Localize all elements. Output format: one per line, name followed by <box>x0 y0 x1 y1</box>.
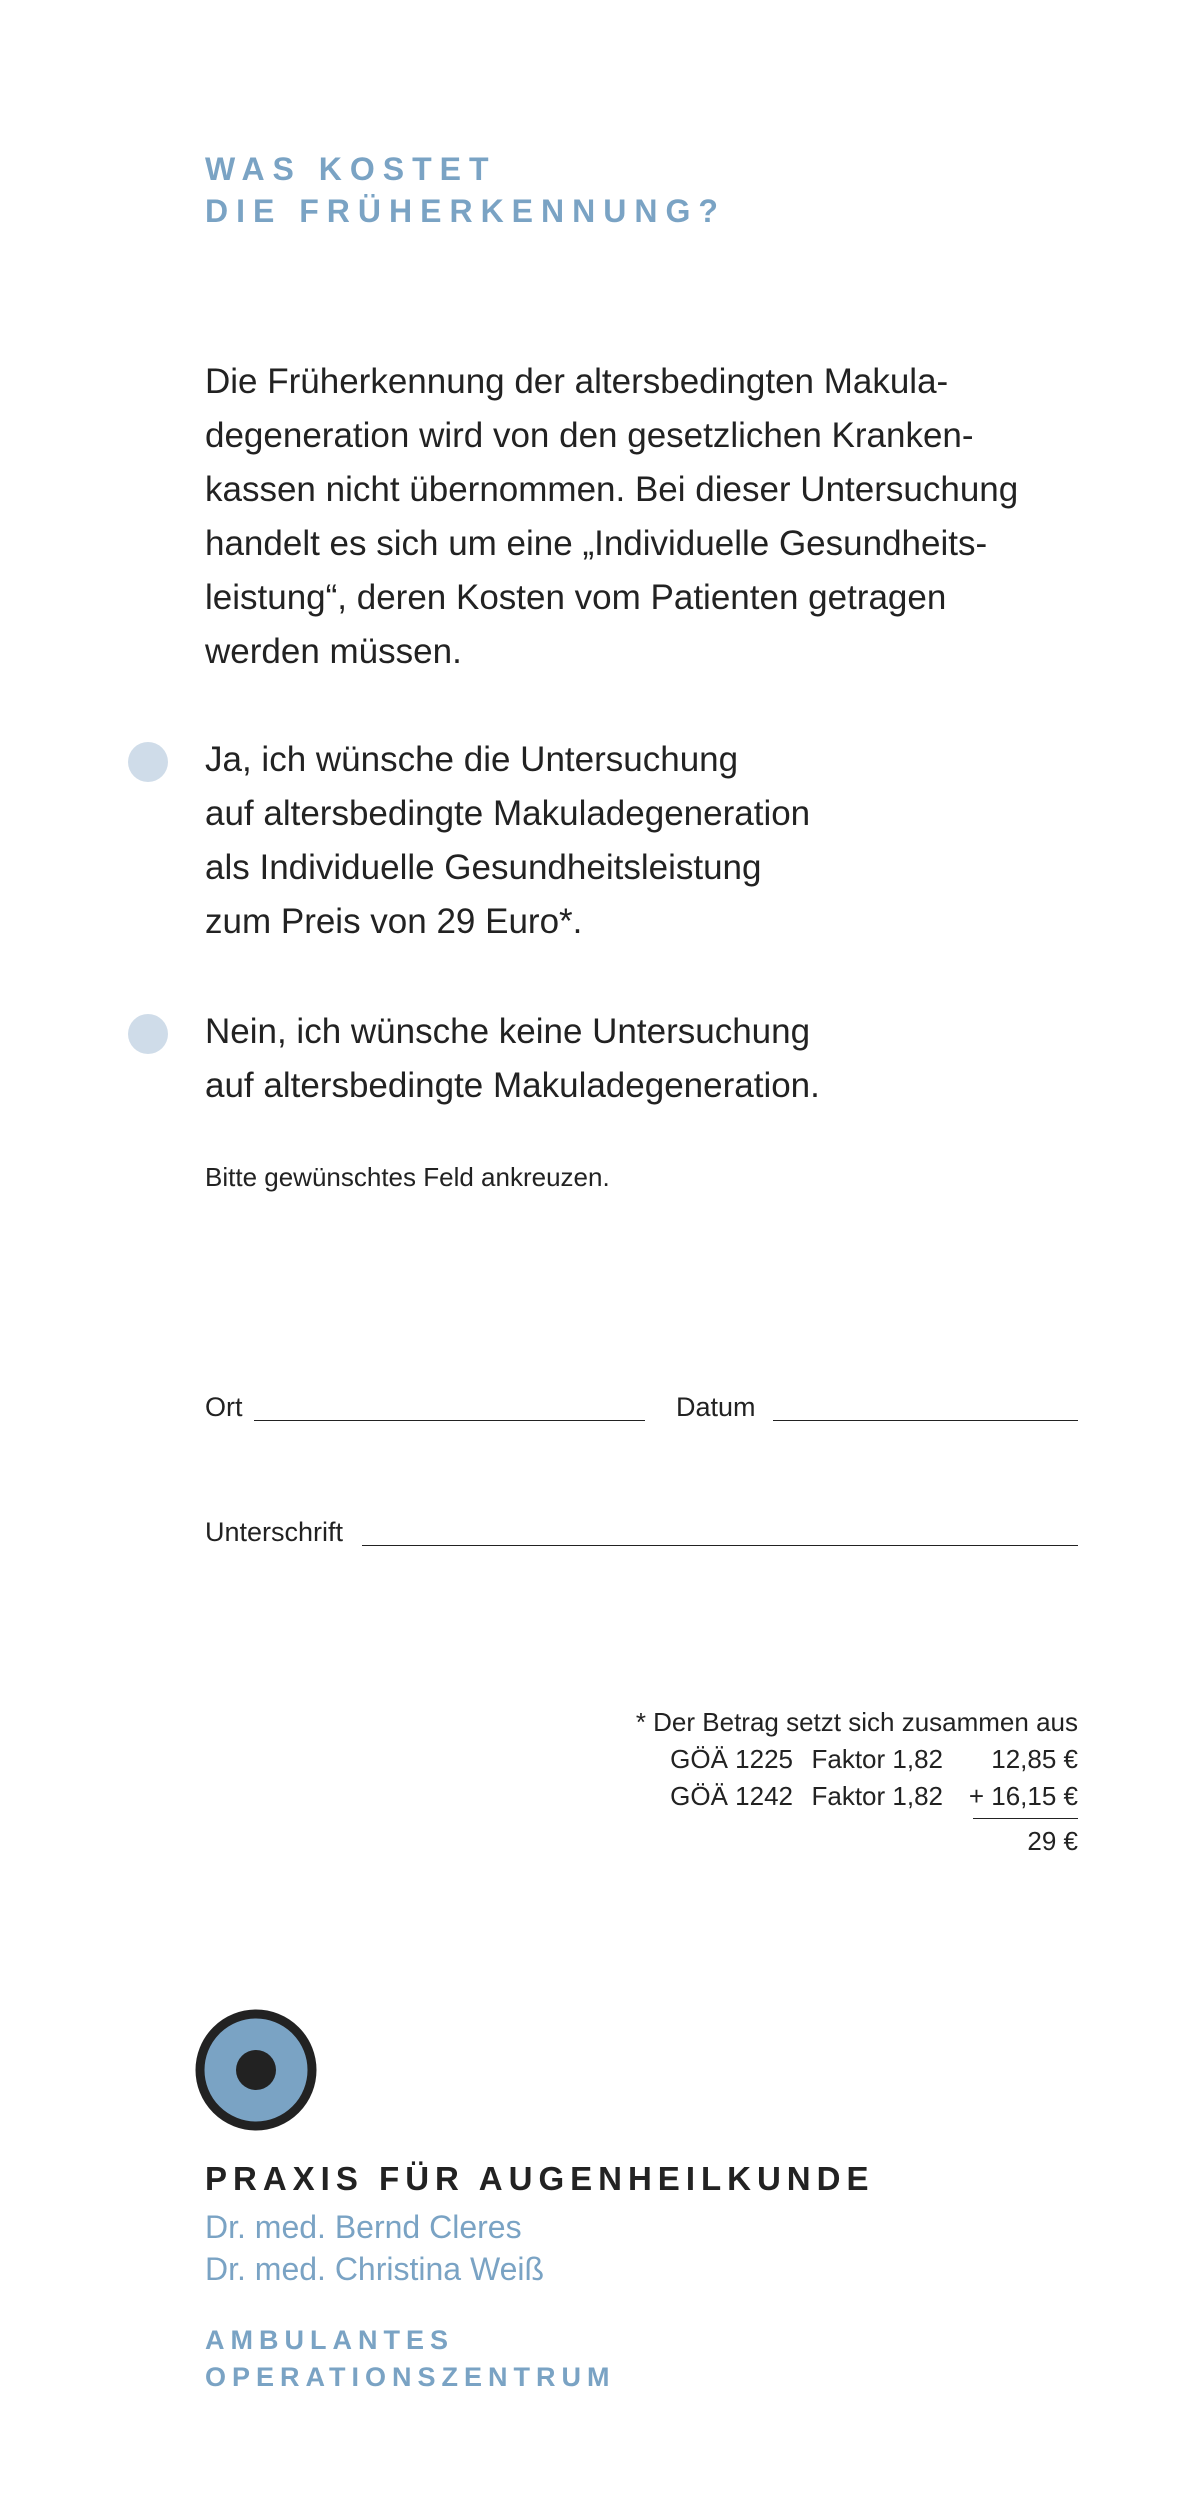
intro-line: Die Früherkennung der altersbedingten Makula- <box>205 362 949 401</box>
doctor-name: Dr. med. Christina Weiß <box>205 2251 545 2287</box>
fee-factor: Faktor 1,82 <box>811 1744 943 1774</box>
fee-row <box>636 1741 1078 1778</box>
option-yes-text <box>205 733 1105 949</box>
practice-name: PRAXIS FÜR AUGENHEILKUNDE <box>205 2160 875 2197</box>
surgery-center <box>205 2322 616 2396</box>
doctor-name: Dr. med. Bernd Cleres <box>205 2209 522 2245</box>
option-no-text <box>205 1005 1105 1113</box>
fee-code: GÖÄ 1225 <box>670 1744 793 1774</box>
price-footnote <box>636 1704 1078 1860</box>
fee-factor: Faktor 1,82 <box>811 1781 943 1811</box>
page-title-line-1: WAS KOSTET <box>205 151 497 187</box>
fee-row <box>636 1778 1078 1815</box>
checkbox-yes[interactable] <box>128 742 168 782</box>
option-yes-line: zum Preis von 29 Euro*. <box>205 902 583 941</box>
checkbox-no[interactable] <box>128 1014 168 1054</box>
signature-field[interactable] <box>362 1545 1078 1546</box>
place-label: Ort <box>205 1392 243 1422</box>
place-field[interactable] <box>254 1420 645 1421</box>
option-no-line: Nein, ich wünsche keine Untersuchung <box>205 1012 811 1051</box>
intro-line: kassen nicht übernommen. Bei dieser Untersuchung <box>205 470 1019 509</box>
doctor-list <box>205 2206 544 2290</box>
date-field[interactable] <box>773 1420 1078 1421</box>
option-no-line: auf altersbedingte Makuladegeneration. <box>205 1066 820 1105</box>
option-yes-line: als Individuelle Gesundheitsleistung <box>205 848 762 887</box>
intro-line: degeneration wird von den gesetzlichen Kranken- <box>205 416 974 455</box>
fee-total-row <box>636 1815 1078 1860</box>
surgery-line: OPERATIONSZENTRUM <box>205 2362 616 2392</box>
fee-amount: + 16,15 € <box>968 1781 1078 1811</box>
date-label: Datum <box>676 1392 756 1422</box>
intro-paragraph <box>205 355 1105 679</box>
intro-line: leistung“, deren Kosten vom Patienten getragen <box>205 578 947 617</box>
page-title-line-2: DIE FRÜHERKENNUNG? <box>205 193 726 229</box>
fee-code: GÖÄ 1242 <box>670 1781 793 1811</box>
option-yes-line: Ja, ich wünsche die Untersuchung <box>205 740 739 779</box>
signature-label: Unterschrift <box>205 1517 344 1547</box>
fee-total: 29 € <box>973 1818 1078 1860</box>
surgery-line: AMBULANTES <box>205 2325 454 2355</box>
eye-logo-icon <box>195 2009 317 2131</box>
footnote-title: * Der Betrag setzt sich zusammen aus <box>635 1707 1078 1737</box>
option-yes-line: auf altersbedingte Makuladegeneration <box>205 794 811 833</box>
checkbox-hint: Bitte gewünschtes Feld ankreuzen. <box>205 1162 610 1192</box>
logo-pupil <box>236 2050 276 2090</box>
intro-line: handelt es sich um eine „Individuelle Gesundheits- <box>205 524 988 563</box>
page-title <box>205 148 726 232</box>
intro-line: werden müssen. <box>205 632 462 671</box>
fee-amount: 12,85 € <box>991 1744 1078 1774</box>
